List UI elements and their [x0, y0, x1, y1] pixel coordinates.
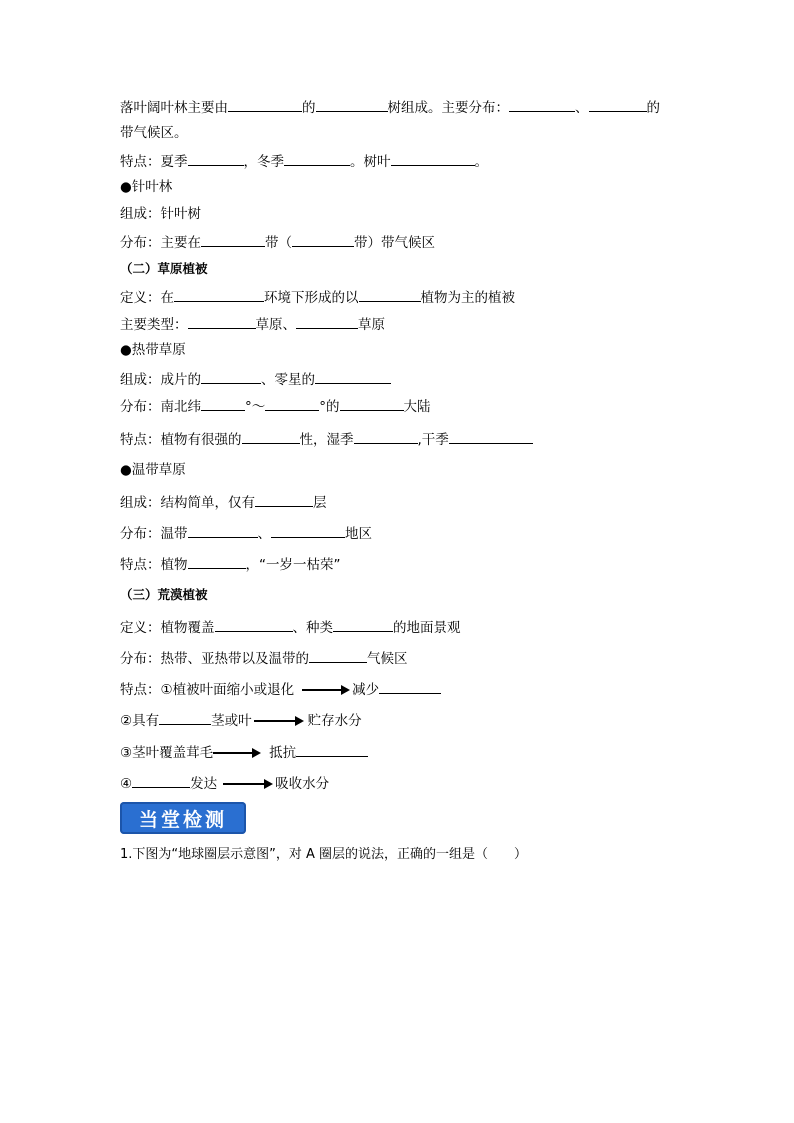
heading-tropical-grassland: ●热带草原	[120, 342, 186, 358]
line-desert-distribution: 分布：热带、亚热带以及温带的 气候区	[120, 648, 408, 668]
blank-field[interactable]	[296, 742, 368, 757]
blank-field[interactable]	[201, 232, 265, 247]
line-desert-feature-1: 特点：①植被叶面缩小或退化 减少	[120, 679, 441, 699]
line-tropical-features: 特点：植物有很强的 性，湿季 ,干季	[120, 429, 533, 449]
blank-field[interactable]	[265, 396, 319, 411]
line-temperate-composition: 组成：结构简单，仅有 层	[120, 492, 327, 512]
line-deciduous-features: 特点：夏季 ，冬季 。树叶 。	[120, 151, 488, 171]
line-desert-feature-2: ②具有 茎或叶 贮存水分	[120, 710, 362, 730]
heading-coniferous-forest: ●针叶林	[120, 179, 173, 195]
blank-field[interactable]	[340, 396, 404, 411]
blank-field[interactable]	[589, 97, 647, 112]
blank-field[interactable]	[242, 429, 300, 444]
blank-field[interactable]	[215, 617, 293, 632]
blank-field[interactable]	[188, 151, 244, 166]
blank-field[interactable]	[159, 710, 211, 725]
line-tropical-composition: 组成：成片的 、零星的	[120, 369, 391, 389]
blank-field[interactable]	[188, 314, 256, 329]
blank-field[interactable]	[379, 679, 441, 694]
blank-field[interactable]	[228, 97, 302, 112]
blank-field[interactable]	[296, 314, 358, 329]
right-arrow-icon	[213, 746, 261, 760]
blank-field[interactable]	[132, 773, 190, 788]
blank-field[interactable]	[292, 232, 354, 247]
right-arrow-icon	[302, 683, 350, 697]
blank-field[interactable]	[174, 287, 264, 302]
line-desert-feature-4: ④ 发达 吸收水分	[120, 773, 329, 793]
question-1: 1.下图为“地球圈层示意图”，对 A 圈层的说法，正确的一组是（ ）	[120, 847, 528, 862]
line-coniferous-composition: 组成：针叶树	[120, 206, 201, 222]
line-desert-definition: 定义：植物覆盖 、种类 的地面景观	[120, 617, 461, 637]
blank-field[interactable]	[309, 648, 367, 663]
line-coniferous-distribution: 分布：主要在 带（ 带）带气候区	[120, 232, 435, 252]
section-desert: （三）荒漠植被	[120, 587, 208, 602]
line-temperate-distribution: 分布：温带 、 地区	[120, 523, 372, 543]
blank-field[interactable]	[188, 523, 258, 538]
blank-field[interactable]	[333, 617, 393, 632]
blank-field[interactable]	[509, 97, 575, 112]
line-grassland-types: 主要类型： 草原、 草原	[120, 314, 385, 334]
blank-field[interactable]	[188, 554, 246, 569]
line-deciduous-forest: 落叶阔叶林主要由 的 树组成。主要分布： 、 的	[120, 97, 660, 117]
right-arrow-icon	[223, 777, 273, 791]
line-temperate-features: 特点：植物 ，“一岁一枯荣”	[120, 554, 341, 574]
line-desert-feature-3: ③茎叶覆盖茸毛 抵抗	[120, 742, 368, 762]
line-tropical-distribution: 分布：南北纬 °～ °的 大陆	[120, 396, 431, 416]
blank-field[interactable]	[284, 151, 350, 166]
blank-field[interactable]	[354, 429, 418, 444]
section-badge-class-test: 当堂检测	[120, 802, 246, 834]
blank-field[interactable]	[449, 429, 533, 444]
right-arrow-icon	[254, 714, 304, 728]
blank-field[interactable]	[201, 396, 245, 411]
heading-temperate-grassland: ●温带草原	[120, 462, 186, 478]
blank-field[interactable]	[359, 287, 421, 302]
line-grassland-definition: 定义：在 环境下形成的以 植物为主的植被	[120, 287, 515, 307]
blank-field[interactable]	[391, 151, 475, 166]
blank-field[interactable]	[255, 492, 313, 507]
section-grassland: （二）草原植被	[120, 261, 208, 276]
blank-field[interactable]	[316, 97, 388, 112]
blank-field[interactable]	[315, 369, 391, 384]
line-climate-zone: 带气候区。	[120, 125, 188, 141]
blank-field[interactable]	[201, 369, 261, 384]
blank-field[interactable]	[271, 523, 345, 538]
